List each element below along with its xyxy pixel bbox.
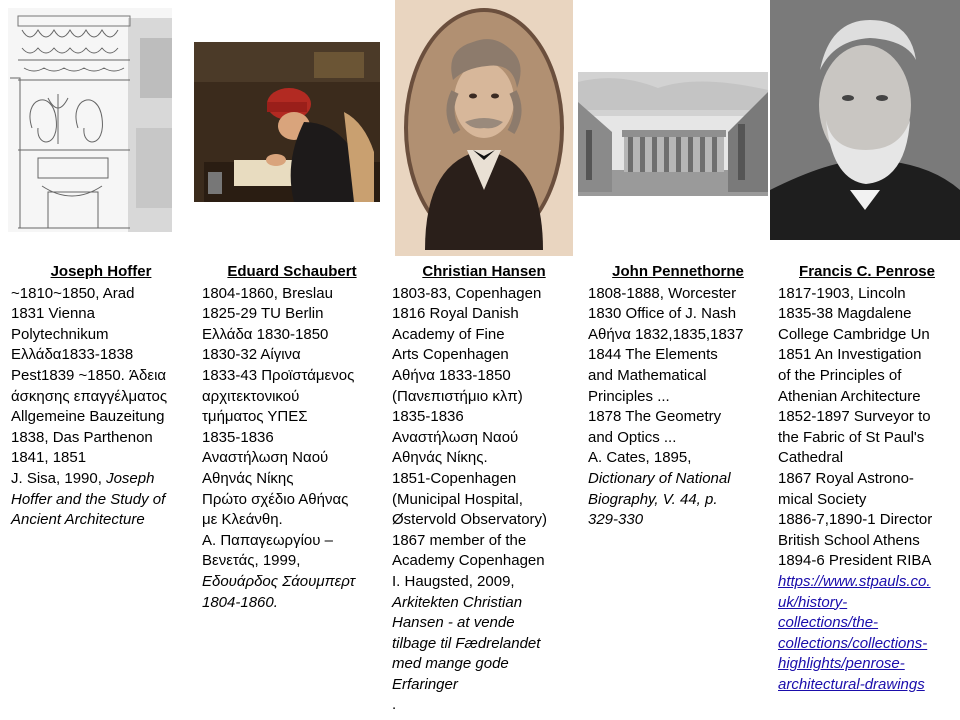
bio-line — [778, 304, 956, 325]
bio-line — [11, 490, 191, 511]
engraving-pennethorne — [578, 72, 768, 196]
bio-line — [778, 551, 956, 572]
bio-text: 1825-29 TU Berlin — [202, 305, 324, 323]
bio-line — [11, 428, 191, 449]
bio-text: Ελλάδα 1830-1850 — [202, 325, 329, 343]
bio-line — [202, 448, 382, 469]
bio-text: 1851-Copenhagen — [392, 469, 517, 487]
bio-text: 1803-83, Copenhagen — [392, 284, 542, 302]
bio-line — [11, 284, 191, 305]
citation-text: tilbage til Fædrelandet — [392, 634, 541, 652]
bio-text: and Optics ... — [588, 428, 677, 446]
bio-line — [588, 366, 768, 387]
bio-text: 1838, Das Parthenon — [11, 428, 153, 446]
citation-text: Erfaringer — [392, 675, 458, 693]
bio-text: Α. Παπαγεωργίου – — [202, 531, 333, 549]
bio-line — [588, 387, 768, 408]
bio-line[interactable] — [778, 593, 956, 614]
bio-line — [11, 407, 191, 428]
bio-line — [392, 325, 576, 346]
bio-line — [392, 428, 576, 449]
bio-text: άσκησης επαγγέλματος — [11, 387, 168, 405]
bio-text: αρχιτεκτονικού — [202, 387, 300, 405]
bio-text: . — [392, 696, 397, 714]
bio-text: τμήματος ΥΠΕΣ — [202, 408, 308, 426]
bio-text: 1886-7,1890-1 Director — [778, 511, 933, 529]
bio-text: 1808-1888, Worcester — [588, 284, 737, 302]
citation-text: 329-330 — [588, 511, 644, 529]
bio-line — [588, 448, 768, 469]
citation-text: Biography, V. 44, p. — [588, 490, 718, 508]
citation-text: Εδουάρδος Σάουμπερτ — [202, 572, 356, 590]
bio-line — [202, 284, 382, 305]
bio-line — [778, 284, 956, 305]
bio-line — [202, 469, 382, 490]
bio-text: 1816 Royal Danish — [392, 305, 519, 323]
bio-line — [588, 510, 768, 531]
bio-text: I. Haugsted, 2009, — [392, 572, 515, 590]
bio-line — [392, 304, 576, 325]
bio-line — [202, 407, 382, 428]
person-name: Eduard Schaubert — [227, 263, 357, 280]
bio-line — [778, 428, 956, 449]
painting-schaubert — [194, 42, 380, 202]
bio-text: 1830-32 Αίγινα — [202, 346, 301, 364]
bio-line — [11, 345, 191, 366]
bio-line — [202, 345, 382, 366]
bio-line — [392, 366, 576, 387]
bio-line — [392, 531, 576, 552]
bio-line[interactable] — [778, 572, 956, 593]
bio-line — [392, 407, 576, 428]
bio-text: Αναστήλωση Ναού — [392, 428, 519, 446]
bio-text: Αθήνα 1833-1850 — [392, 366, 511, 384]
bio-line — [588, 284, 768, 305]
bio-line — [202, 510, 382, 531]
bio-line — [202, 366, 382, 387]
person-name: Christian Hansen — [422, 263, 546, 280]
bio-text: 1867 Royal Astrono- — [778, 469, 914, 487]
bio-line — [588, 304, 768, 325]
person-name: Joseph Hoffer — [50, 263, 152, 280]
bio-text: the Fabric of St Paul's — [778, 428, 925, 446]
bio-line[interactable] — [778, 634, 956, 655]
bio-text: 1830 Office of J. Nash — [588, 305, 737, 323]
bio-text: Ελλάδα1833-1838 — [11, 346, 134, 364]
bio-text: ~1810~1850, Arad — [11, 284, 135, 302]
bio-text: Πρώτο σχέδιο Αθήνας — [202, 490, 349, 508]
bio-text: 1851 An Investigation — [778, 346, 922, 364]
bio-line — [392, 345, 576, 366]
person-name: Francis C. Penrose — [799, 263, 935, 280]
bio-text: 1894-6 President RIBA — [778, 552, 932, 570]
bio-line — [778, 469, 956, 490]
bio-line — [202, 304, 382, 325]
bio-line — [202, 572, 382, 593]
person-name: John Pennethorne — [612, 263, 744, 280]
bio-line — [392, 387, 576, 408]
bio-line — [778, 387, 956, 408]
citation-text: med mange gode — [392, 655, 509, 673]
bio-line — [11, 387, 191, 408]
bio-line — [588, 325, 768, 346]
bio-line — [392, 675, 576, 696]
reference-link[interactable]: highlights/penrose- — [778, 655, 905, 673]
person-column-hansen — [392, 262, 576, 716]
bio-text: Allgemeine Bauzeitung — [11, 408, 165, 426]
bio-line — [202, 490, 382, 511]
bio-line — [11, 448, 191, 469]
bio-line — [778, 325, 956, 346]
bio-text: Cathedral — [778, 449, 844, 467]
citation-text: Ancient Architecture — [11, 511, 145, 529]
bio-line — [392, 593, 576, 614]
person-column-pennethorne — [588, 262, 768, 531]
bio-text: J. Sisa, 1990, — [11, 469, 107, 487]
bio-line — [392, 551, 576, 572]
bio-line — [588, 490, 768, 511]
bio-text: A. Cates, 1895, — [588, 449, 692, 467]
bio-line[interactable] — [778, 675, 956, 696]
bio-text: 1833-43 Προϊστάμενος — [202, 366, 355, 384]
person-column-hoffer — [11, 262, 191, 531]
bio-line — [392, 654, 576, 675]
bio-text: of the Principles of — [778, 366, 902, 384]
bio-line — [392, 613, 576, 634]
bio-line — [202, 551, 382, 572]
bio-text: Academy of Fine — [392, 325, 505, 343]
bio-line[interactable] — [778, 654, 956, 675]
bio-line — [202, 387, 382, 408]
citation-text: Hoffer and the Study of — [11, 490, 166, 508]
architectural-drawing-hoffer — [8, 8, 172, 232]
bio-line — [202, 325, 382, 346]
citation-text: Arkitekten Christian — [392, 593, 523, 611]
bio-text: 1835-38 Magdalene — [778, 305, 912, 323]
reference-link[interactable]: collections/the- — [778, 614, 879, 632]
bio-line — [11, 469, 191, 490]
bio-line — [11, 510, 191, 531]
bio-text: Principles ... — [588, 387, 670, 405]
bio-line — [778, 531, 956, 552]
bio-line — [392, 284, 576, 305]
bio-line — [11, 366, 191, 387]
person-column-penrose — [778, 262, 956, 695]
person-column-schaubert — [202, 262, 382, 613]
bio-text: Αναστήλωση Ναού — [202, 449, 329, 467]
citation-text: Hansen - at vende — [392, 614, 515, 632]
bio-text: Arts Copenhagen — [392, 346, 509, 364]
citation-text: Joseph — [106, 469, 155, 487]
reference-link[interactable]: collections/collections- — [778, 634, 928, 652]
bio-text: and Mathematical — [588, 366, 707, 384]
bio-text: 1878 The Geometry — [588, 408, 722, 426]
bio-text: 1835-1836 — [392, 408, 464, 426]
bio-text: Αθηνάς Νίκης — [202, 469, 294, 487]
bio-line — [11, 325, 191, 346]
bio-text: με Κλεάνθη. — [202, 511, 283, 529]
reference-link[interactable]: https://www.stpauls.co. — [778, 572, 931, 590]
bio-text: British School Athens — [778, 531, 920, 549]
bio-line — [392, 469, 576, 490]
bio-line — [778, 366, 956, 387]
bio-text: Αθήνα 1832,1835,1837 — [588, 325, 744, 343]
bio-line — [392, 572, 576, 593]
bio-text: Østervold Observatory) — [392, 511, 548, 529]
bio-line — [588, 407, 768, 428]
bio-text: 1867 member of the — [392, 531, 527, 549]
bio-text: 1852-1897 Surveyor to — [778, 408, 931, 426]
bio-text: Polytechnikum — [11, 325, 109, 343]
bio-text: 1841, 1851 — [11, 449, 87, 467]
citation-text: 1804-1860. — [202, 593, 278, 611]
bio-line[interactable] — [778, 613, 956, 634]
bio-line — [392, 695, 576, 716]
bio-text: 1844 The Elements — [588, 346, 718, 364]
bio-text: 1817-1903, Lincoln — [778, 284, 906, 302]
bio-line — [778, 345, 956, 366]
reference-link[interactable]: uk/history- — [778, 593, 848, 611]
bio-line — [202, 531, 382, 552]
bio-text: mical Society — [778, 490, 867, 508]
bio-text: 1831 Vienna — [11, 305, 95, 323]
bio-line — [202, 428, 382, 449]
bio-line — [392, 448, 576, 469]
photo-penrose — [770, 0, 960, 240]
bio-line — [778, 448, 956, 469]
bio-text: 1835-1836 — [202, 428, 274, 446]
citation-text: Dictionary of National — [588, 469, 731, 487]
bio-text: Βενετάς, 1999, — [202, 552, 301, 570]
bio-text: Athenian Architecture — [778, 387, 921, 405]
bio-line — [588, 345, 768, 366]
bio-line — [392, 490, 576, 511]
bio-line — [778, 490, 956, 511]
bio-text: (Πανεπιστήμιο κλπ) — [392, 387, 523, 405]
portrait-hansen — [395, 0, 573, 256]
bio-line — [778, 407, 956, 428]
bio-text: 1804-1860, Breslau — [202, 284, 333, 302]
bio-text: Pest1839 ~1850. Άδεια — [11, 366, 167, 384]
bio-line — [11, 304, 191, 325]
bio-line — [392, 510, 576, 531]
bio-text: Academy Copenhagen — [392, 552, 545, 570]
reference-link[interactable]: architectural-drawings — [778, 675, 925, 693]
bio-text: College Cambridge Un — [778, 325, 930, 343]
bio-line — [392, 634, 576, 655]
bio-text: (Municipal Hospital, — [392, 490, 523, 508]
bio-line — [588, 428, 768, 449]
bio-line — [778, 510, 956, 531]
bio-text: Αθηνάς Νίκης. — [392, 449, 488, 467]
bio-line — [588, 469, 768, 490]
bio-line — [202, 593, 382, 614]
